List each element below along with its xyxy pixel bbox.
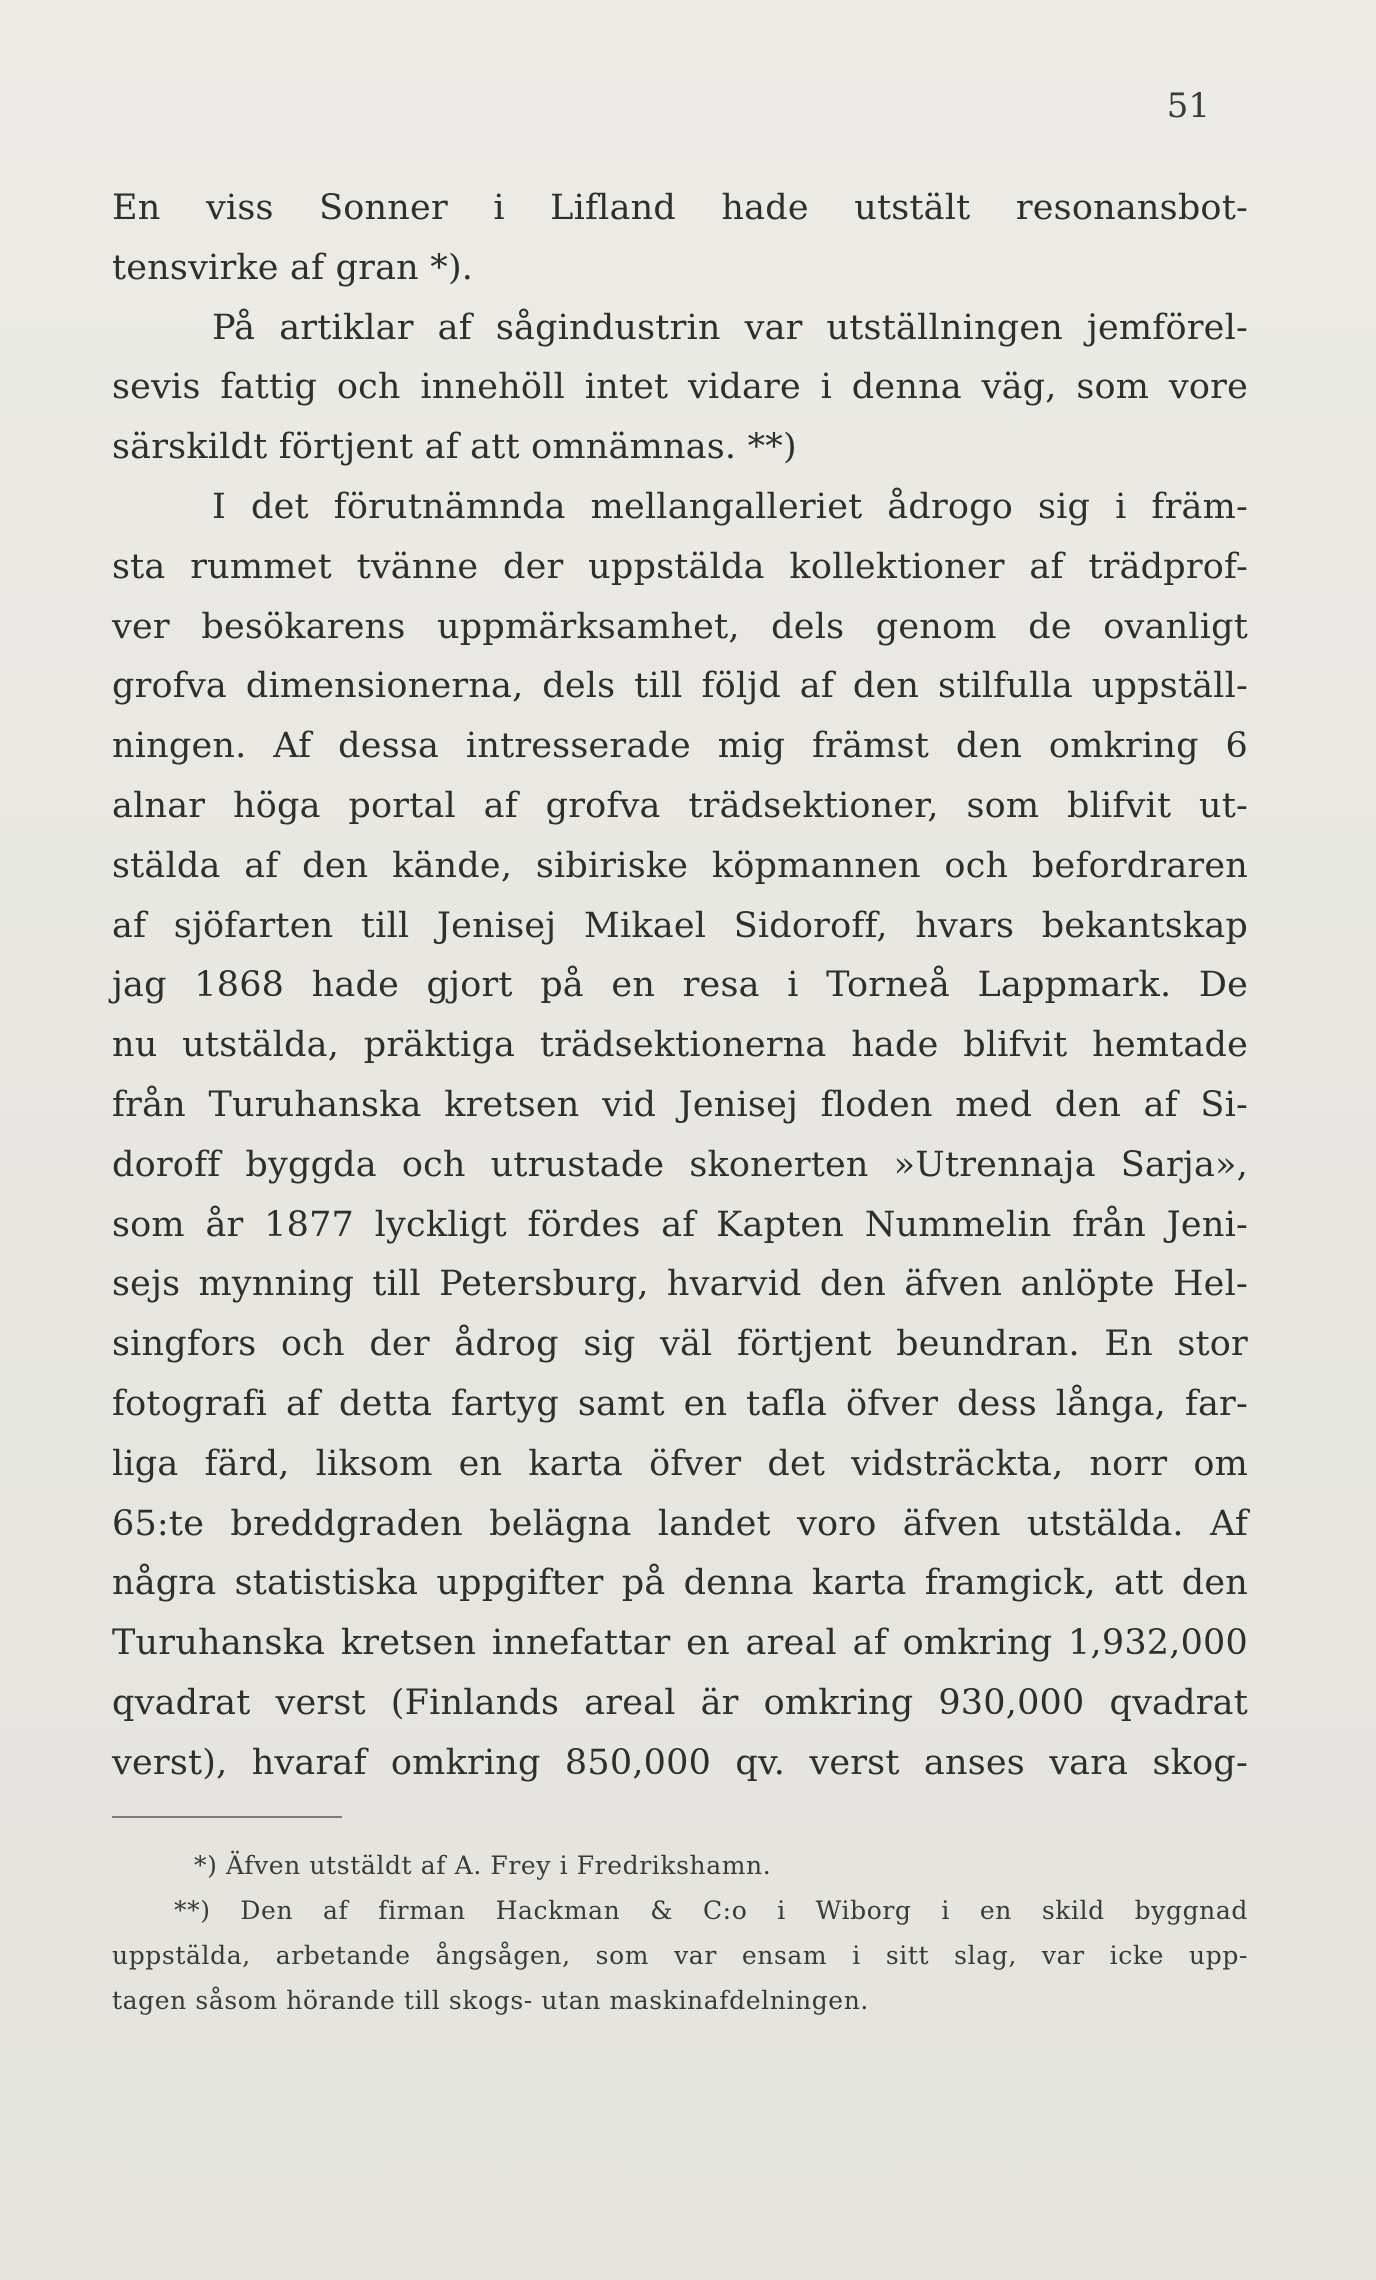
- text-line: från Turuhanska kretsen vid Jenisej floden med den af Si-: [112, 1084, 1248, 1125]
- footnotes: [112, 1843, 1248, 2023]
- text-line: ningen. Af dessa intresserade mig främst den omkring 6: [112, 726, 1248, 767]
- text-line: ver besökarens uppmärksamhet, dels genom de ovanligt: [112, 606, 1248, 647]
- text-line: verst), hvaraf omkring 850,000 qv. verst anses vara skog-: [112, 1742, 1248, 1783]
- text-line: sevis fattig och innehöll intet vidare i denna väg, som vore: [112, 367, 1248, 408]
- text-line: af sjöfarten till Jenisej Mikael Sidoroff, hvars bekantskap: [112, 905, 1248, 946]
- text-line: alnar höga portal af grofva trädsektioner, som blifvit ut-: [112, 785, 1248, 826]
- footnote-separator: [112, 1816, 342, 1818]
- body-text: [112, 179, 1248, 1794]
- text-line: sejs mynning till Petersburg, hvarvid den äfven anlöpte Hel-: [112, 1264, 1248, 1305]
- text-line: liga färd, liksom en karta öfver det vidsträckta, norr om: [112, 1443, 1248, 1484]
- text-line: singfors och der ådrog sig väl förtjent beundran. En stor: [112, 1324, 1248, 1365]
- text-line: fotografi af detta fartyg samt en tafla öfver dess långa, far-: [112, 1383, 1248, 1424]
- page-number: 51: [1166, 86, 1210, 126]
- text-line: som år 1877 lyckligt fördes af Kapten Nummelin från Jeni-: [112, 1204, 1248, 1245]
- text-line: 65:te breddgraden belägna landet voro äfven utstälda. Af: [112, 1503, 1248, 1544]
- text-line: doroff byggda och utrustade skonerten »Utrennaja Sarja»,: [112, 1144, 1248, 1185]
- text-line: tensvirke af gran *).: [112, 247, 474, 288]
- footnote-line: **) Den af firman Hackman & C:o i Wiborg i en skild byggnad: [174, 1896, 1248, 1925]
- text-line: nu utstälda, präktiga trädsektionerna hade blifvit hemtade: [112, 1025, 1248, 1066]
- text-line: En viss Sonner i Lifland hade utstält resonansbot-: [112, 188, 1248, 228]
- text-line: stälda af den kände, sibiriske köpmannen och befordraren: [112, 845, 1248, 886]
- text-line: grofva dimensionerna, dels till följd af den stilfulla uppställ-: [112, 666, 1248, 707]
- footnote-line: uppstälda, arbetande ångsågen, som var ensam i sitt slag, var icke upp-: [112, 1941, 1248, 1970]
- text-line: sta rummet tvänne der uppstälda kollektioner af trädprof-: [112, 546, 1248, 587]
- text-line: särskildt förtjent af att omnämnas. **): [112, 427, 797, 468]
- text-line: jag 1868 hade gjort på en resa i Torneå Lappmark. De: [112, 965, 1248, 1006]
- footnote-line: *) Äfven utstäldt af A. Frey i Fredrikshamn.: [194, 1851, 772, 1880]
- text-line: I det förutnämnda mellangalleriet ådrogo sig i främ-: [212, 486, 1248, 527]
- text-line: På artiklar af sågindustrin var utställningen jemförel-: [212, 307, 1248, 348]
- text-line: Turuhanska kretsen innefattar en areal af omkring 1,932,000: [112, 1623, 1248, 1664]
- text-line: några statistiska uppgifter på denna karta framgick, att den: [112, 1563, 1248, 1604]
- text-line: qvadrat verst (Finlands areal är omkring 930,000 qvadrat: [112, 1682, 1248, 1723]
- footnote-line: tagen såsom hörande till skogs- utan maskinafdelningen.: [112, 1986, 869, 2015]
